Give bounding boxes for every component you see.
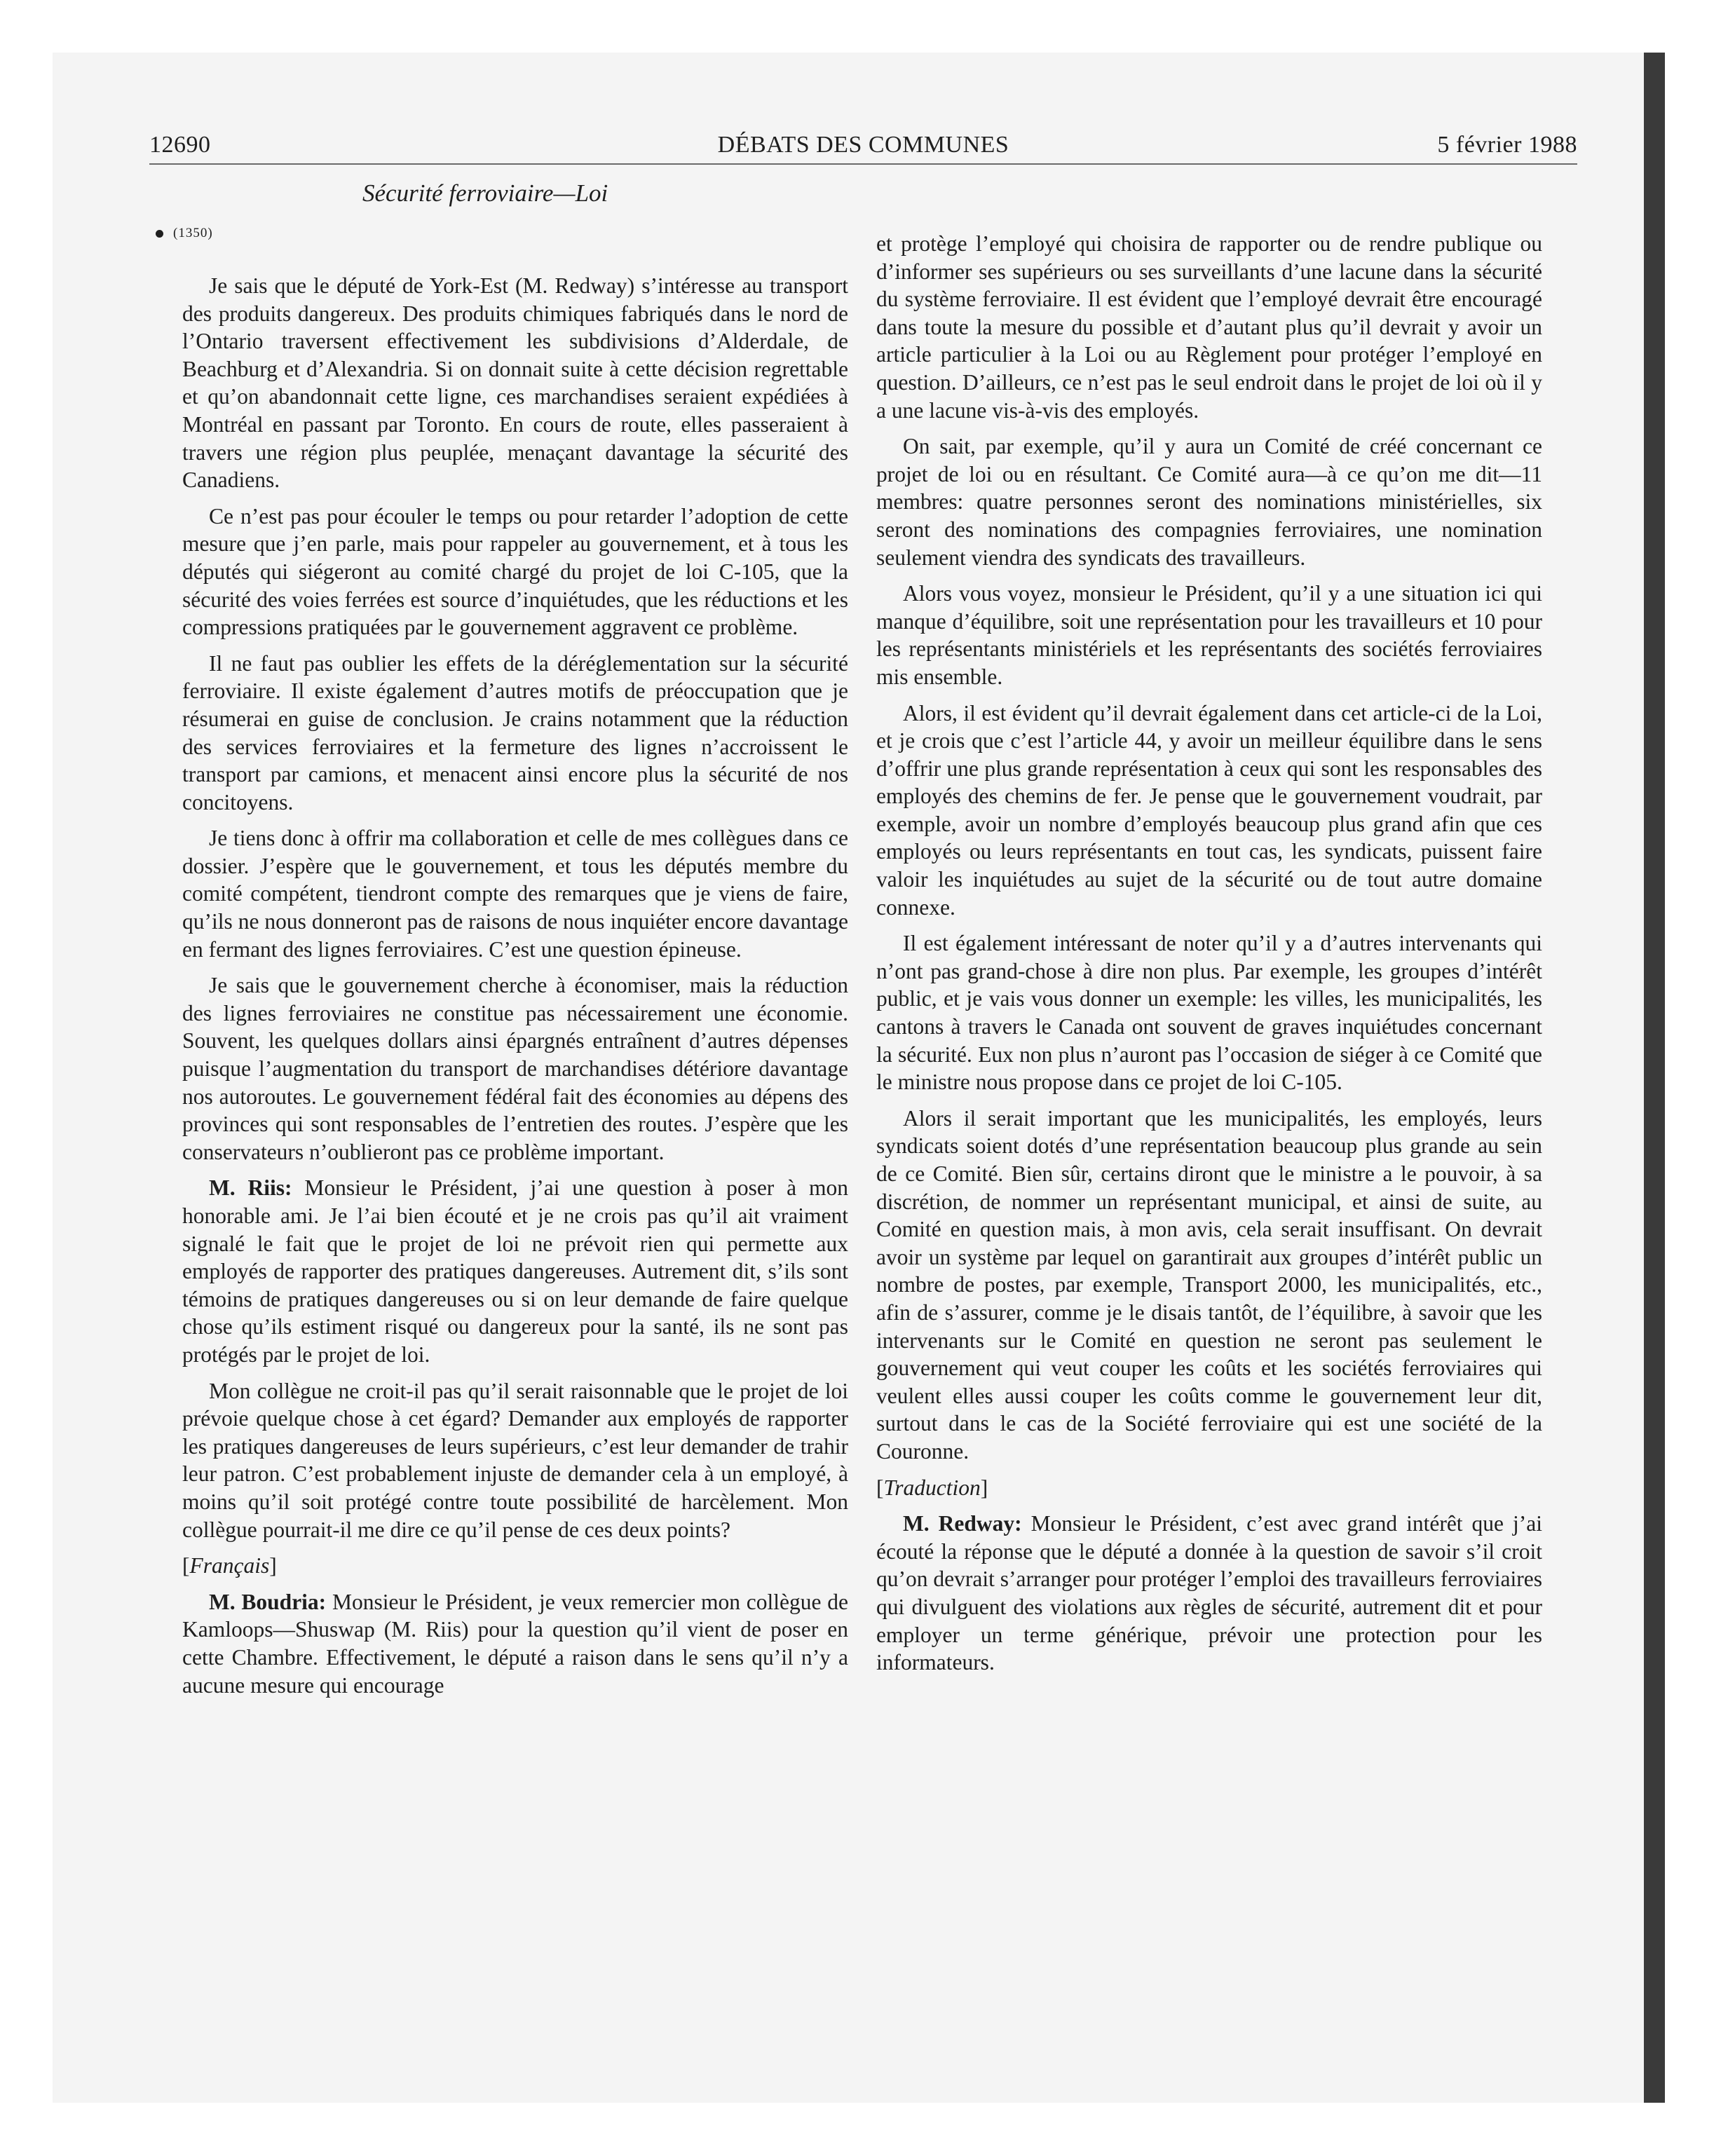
speech-paragraph (182, 1174, 848, 1368)
paragraph: Je sais que le député de York-Est (M. Redway) s’intéresse au transport des produits dangereux. Des produits chimiques fabriqués dans le nord de l’Ontario traversent effectivement les subdivisions d’Alderdale, de Beachburg et d’Alexandria. Si on donnait suite à cette décision regrettable et qu’on abandonnait cette ligne, ces marchandises seraient expédiées à Montréal en passant par Toronto. En cours de route, elles passeraient à travers une région plus peuplée, menaçant davantage la sécurité des Canadiens. (182, 273, 848, 493)
language-label: Traduction (883, 1475, 981, 1500)
speaker-name: M. Boudria: (209, 1589, 327, 1614)
language-marker: [Français] (182, 1553, 277, 1578)
language-label: Français (189, 1553, 270, 1578)
paragraph: Je tiens donc à offrir ma collaboration et celle de mes collègues dans ce dossier. J’espère que le gouvernement, et tous les députés membre du comité compétent, tiendront compte des remarques que je viens de faire, qu’ils ne nous donneront pas de raisons de nous inquiéter encore davantage en fermant des lignes ferroviaires. C’est une question épineuse. (182, 826, 848, 962)
paragraph: Mon collègue ne croit-il pas qu’il serait raisonnable que le projet de loi prévoie quelque chose à cet égard? Demander aux employés de rapporter les pratiques dangereuses de leurs supérieurs, c’est leur demander de trahir leur patron. C’est probablement injuste de demander cela à un employé, à moins qu’il soit protégé contre toute possibilité de harcèlement. Mon collègue pourrait-il me dire ce qu’il pense de ces deux points? (182, 1378, 848, 1542)
speaker-name: M. Riis: (209, 1175, 292, 1201)
time-marker (156, 226, 213, 241)
speech-paragraph (876, 1510, 1542, 1677)
bullet-icon (156, 230, 163, 238)
language-marker: [Traduction] (876, 1475, 988, 1500)
page-number: 12690 (149, 132, 211, 158)
paragraph: Il est également intéressant de noter qu’il y a d’autres intervenants qui n’ont pas grand-chose à dire non plus. Par exemple, les groupes d’intérêt public, et je vais vous donner un exemple: les villes, les municipalités, les cantons à travers le Canada ont souvent de graves inquiétudes concernant la sécurité. Eux non plus n’auront pas l’occasion de siéger à ce Comité que le ministre nous propose dans ce projet de loi C-105. (876, 931, 1542, 1095)
page-header (149, 132, 1577, 167)
right-column (876, 230, 1542, 1685)
paragraph: et protège l’employé qui choisira de rapporter ou de rendre publique ou d’informer ses supérieurs ou ses surveillants d’une lacune dans la sécurité du système ferroviaire. Il est évident que l’employé devrait être encouragé dans toute la mesure du possible et d’autant plus qu’il devrait y avoir un article particulier à la Loi ou au Règlement pour protéger l’employé en question. D’ailleurs, ce n’est pas le seul endroit dans le projet de loi où il y a une lacune vis-à-vis des employés. (876, 231, 1542, 423)
paragraph: Il ne faut pas oublier les effets de la déréglementation sur la sécurité ferroviaire. Il existe également d’autres motifs de préoccupation que je résumerai en guise de conclusion. Je crains notamment que la réduction des services ferroviaires et la fermeture des lignes n’accroissent le transport par camions, et menacent ainsi encore plus la sécurité de nos concitoyens. (182, 650, 848, 814)
paragraph: Alors, il est évident qu’il devrait également dans cet article-ci de la Loi, et je crois que c’est l’article 44, y avoir un meilleur équilibre dans le sens d’offrir une plus grande représentation à ceux qui sont les responsables des employés des chemins de fer. Je pense que le gouvernement voudrait, par exemple, avoir un nombre d’employés beaucoup plus grand afin que ces employés ou leurs représentants en tout cas, les syndicats, puissent faire valoir les inquiétudes au sujet de la sécurité ou de tout autre domaine connexe. (876, 700, 1542, 920)
left-column (182, 272, 848, 1707)
speech-text: Monsieur le Président, je veux remercier mon collègue de Kamloops—Shuswap (M. Riis) pour la question qu’il vient de poser en cette Chambre. Effectivement, le député a raison dans le sens qu’il n’y a aucune mesure qui encourage (182, 1589, 848, 1698)
speech-paragraph (182, 1588, 848, 1699)
page-date: 5 février 1988 (1437, 132, 1577, 158)
paragraph: Ce n’est pas pour écouler le temps ou pour retarder l’adoption de cette mesure que j’en parle, mais pour rappeler au gouvernement, et à tous les députés qui siégeront au comité chargé du projet de loi C-105, que la sécurité des voies ferrées est source d’inquiétudes, que les réductions et les compressions pratiquées par le gouvernement aggravent ce problème. (182, 503, 848, 640)
speech-text: Monsieur le Président, c’est avec grand intérêt que j’ai écouté la réponse que le député a donnée à la question de savoir s’il croit qu’on devrait s’arranger pour protéger l’emploi des travailleurs ferroviaires qui divulguent des violations aux règles de sécurité, autrement dit et pour employer un terme générique, prévoir une protection pour les informateurs. (876, 1511, 1543, 1675)
paragraph: Alors vous voyez, monsieur le Président, qu’il y a une situation ici qui manque d’équilibre, soit une représentation pour les travailleurs et 10 pour les représentants ministériels et les représentants des sociétés ferroviaires mis ensemble. (876, 581, 1542, 689)
time-stamp: (1350) (173, 226, 213, 240)
running-head: Sécurité ferroviaire—Loi (362, 179, 608, 207)
paragraph: On sait, par exemple, qu’il y aura un Comité de créé concernant ce projet de loi ou en résultant. Ce Comité aura—à ce qu’on me dit—11 membres: quatre personnes seront des nominations ministérielles, six seront des nominations des compagnies ferroviaires, une nomination seulement viendra des syndicats des travailleurs. (876, 434, 1542, 570)
paragraph: Je sais que le gouvernement cherche à économiser, mais la réduction des lignes ferroviaires ne constitue pas nécessairement une économie. Souvent, les quelques dollars ainsi épargnés entraînent d’autres dépenses puisque l’augmentation du transport de marchandises détériore davantage nos autoroutes. Le gouvernement fédéral fait des économies au dépens des provinces qui sont responsables de l’entretien des routes. J’espère que les conservateurs n’oublieront pas ce problème important. (182, 973, 848, 1164)
paragraph: Alors il serait important que les municipalités, les employés, leurs syndicats soient dotés d’une représentation beaucoup plus grande au sein de ce Comité. Bien sûr, certains diront que le ministre a le pouvoir, à sa discrétion, de nommer un représentant municipal, et ainsi de suite, au Comité en question mais, à mon avis, cela serait insuffisant. On devrait avoir un système par lequel on garantirait aux groupes d’intérêt public un nombre de postes, par exemple, Transport 2000, les municipalités, etc., afin de s’assurer, comme je le disais tantôt, de l’équilibre, à savoir que les intervenants sur le Comité en question ne seront pas seulement le gouvernement qui veut couper les coûts et les sociétés ferroviaires qui veulent elles aussi couper les coûts comme le gouvernement leur dit, surtout dans le cas de la Société ferroviaire qui est une société de la Couronne. (876, 1105, 1542, 1464)
scan-edge-bar (1644, 53, 1665, 2103)
publication-title: DÉBATS DES COMMUNES (717, 132, 1009, 158)
speech-text: Monsieur le Président, j’ai une question à poser à mon honorable ami. Je l’ai bien écouté et je ne crois pas qu’il ait vraiment signalé le fait que le projet de loi ne prévoit rien qui permette aux employés de rapporter des pratiques dangereuses. Autrement dit, s’ils sont témoins de pratiques dangereuses ou si on leur demande de faire quelque chose qu’ils estiment risqué ou dangereux pour la santé, ils ne sont pas protégés par le projet de loi. (182, 1175, 848, 1367)
speaker-name: M. Redway: (903, 1511, 1022, 1536)
header-rule (149, 163, 1577, 165)
